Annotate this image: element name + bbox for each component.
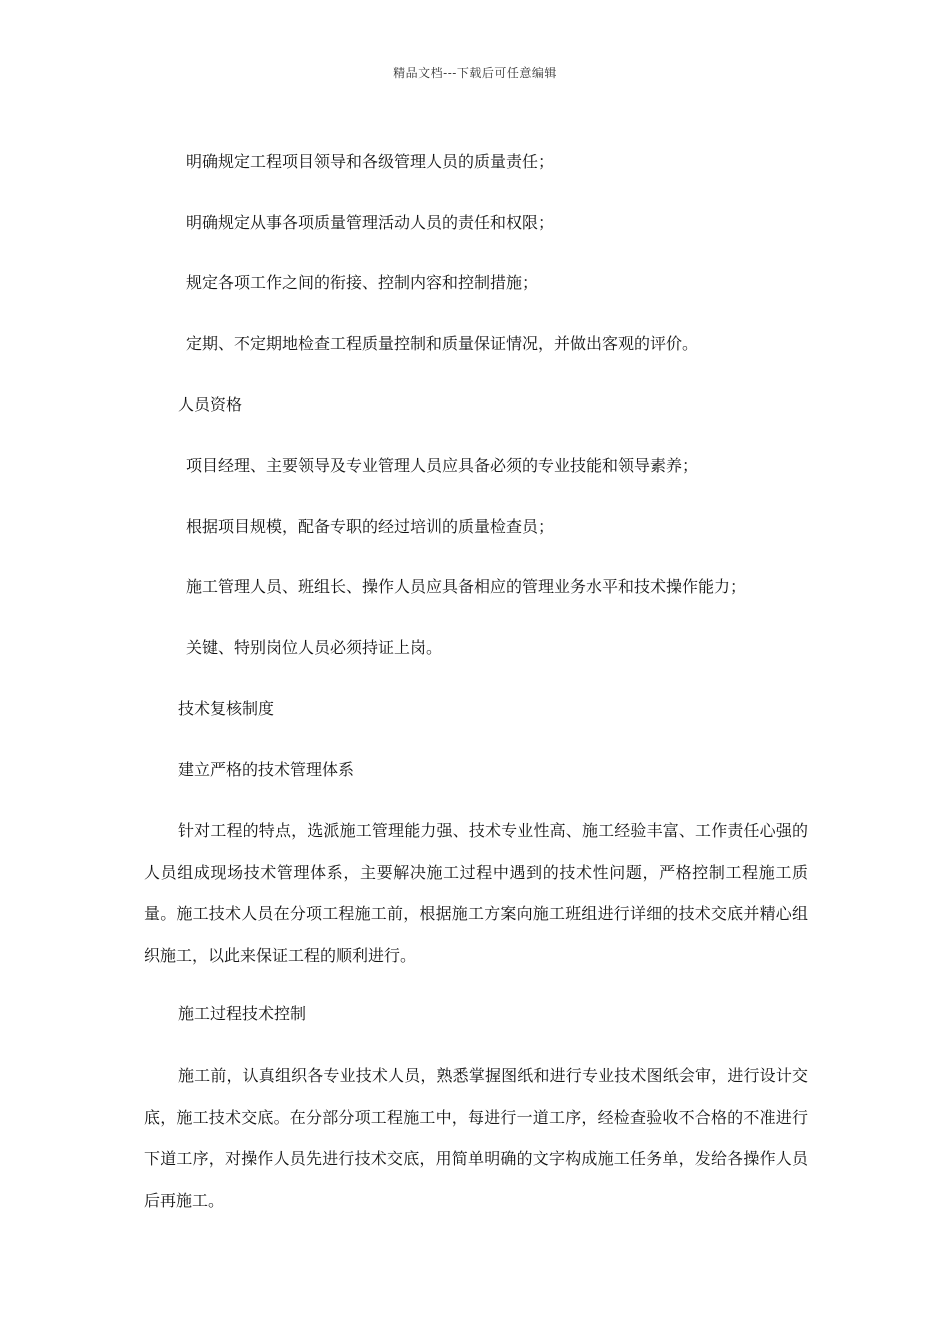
section-heading-review: 技术复核制度: [178, 699, 275, 718]
paragraph-system: 针对工程的特点，选派施工管理能力强、技术专业性高、施工经验丰富、工作责任心强的人员组成现场技术管理体系，主要解决施工过程中遇到的技术性问题，严格控制工程施工质量。施工技术人员在分项工程施工前，根据施工方案向施工班组进行详细的技术交底并精心组织施工，以此来保证工程的顺利进行。: [144, 821, 808, 965]
list-item: 明确规定从事各项质量管理活动人员的责任和权限；: [186, 213, 555, 232]
list-item: 定期、不定期地检查工程质量控制和质量保证情况，并做出客观的评价。: [186, 334, 699, 353]
list-item: 关键、特别岗位人员必须持证上岗。: [186, 638, 443, 657]
list-item: 规定各项工作之间的衔接、控制内容和控制措施；: [186, 273, 539, 292]
list-item: 根据项目规模，配备专职的经过培训的质量检查员；: [186, 517, 555, 536]
page-header: 精品文档---下载后可任意编辑: [393, 66, 557, 80]
section-heading-personnel: 人员资格: [178, 395, 243, 414]
list-item: 明确规定工程项目领导和各级管理人员的质量责任；: [186, 152, 555, 171]
section-heading-process: 施工过程技术控制: [178, 1004, 307, 1023]
section-heading-system: 建立严格的技术管理体系: [178, 760, 355, 779]
list-item: 施工管理人员、班组长、操作人员应具备相应的管理业务水平和技术操作能力；: [186, 577, 747, 596]
paragraph-process: 施工前，认真组织各专业技术人员，熟悉掌握图纸和进行专业技术图纸会审，进行设计交底，施工技术交底。在分部分项工程施工中，每进行一道工序，经检查验收不合格的不准进行下道工序，对操作人员先进行技术交底，用简单明确的文字构成施工任务单，发给各操作人员后再施工。: [144, 1066, 808, 1210]
list-item: 项目经理、主要领导及专业管理人员应具备必须的专业技能和领导素养；: [186, 456, 699, 475]
